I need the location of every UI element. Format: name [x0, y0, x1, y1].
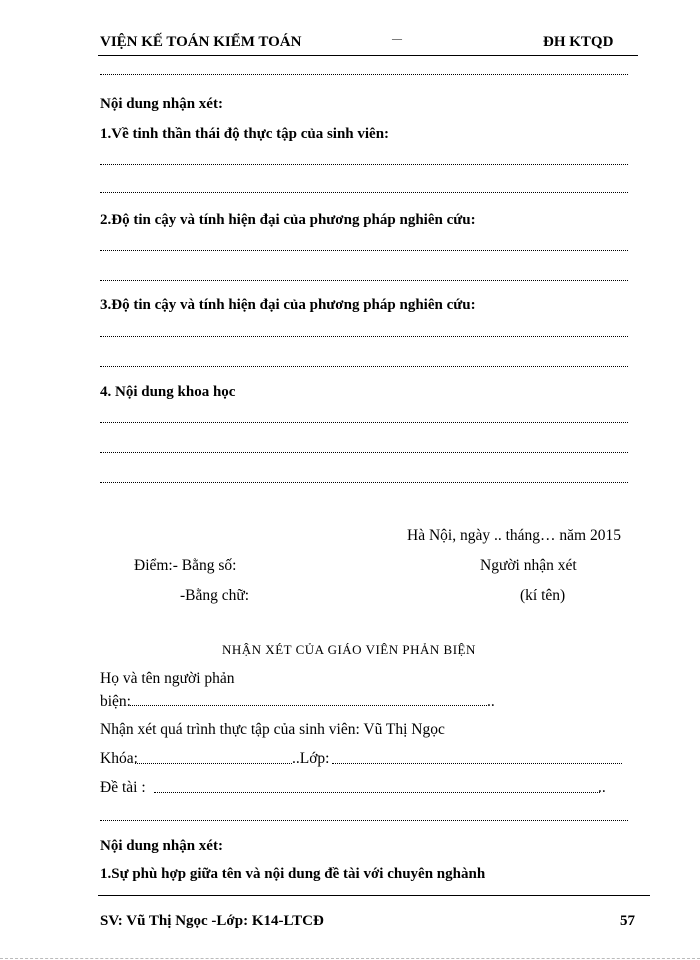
signature-hint: (kí tên)	[520, 587, 566, 604]
page-bottom-edge	[0, 958, 700, 959]
detai-field-dots	[154, 792, 600, 793]
dotted-line	[100, 452, 628, 453]
dotted-line	[100, 820, 628, 821]
dotted-line	[100, 74, 628, 75]
internship-comment-label: Nhận xét quá trình thực tập của sinh viên: Vũ Thị Ngọc	[100, 721, 445, 738]
section-2-title: 2.Độ tin cậy và tính hiện đại của phương pháp nghiên cứu:	[100, 212, 476, 228]
name-label: Họ và tên người phản	[100, 670, 235, 687]
khoa-label: Khóa:	[100, 750, 138, 767]
lop-field-dots	[332, 763, 622, 764]
dotted-line	[100, 336, 628, 337]
part2-heading: Nội dung nhận xét:	[100, 838, 223, 854]
name-field-dots	[130, 705, 487, 706]
footer-student: SV: Vũ Thị Ngọc -Lớp: K14-LTCĐ	[100, 913, 324, 929]
score-number-label: Điểm:- Bằng số:	[134, 557, 237, 574]
dotted-line	[100, 482, 628, 483]
lop-label: ..Lớp:	[292, 750, 330, 767]
dotted-line	[100, 366, 628, 367]
header-rule	[98, 55, 638, 56]
footer-rule	[98, 895, 650, 896]
reviewer-label: Người nhận xét	[480, 557, 577, 574]
header-university: ĐH KTQD	[543, 34, 614, 50]
detai-label: Đề tài :	[100, 779, 146, 796]
section-heading: Nội dung nhận xét:	[100, 96, 223, 112]
name-label-cont: biện:	[100, 693, 131, 710]
dotted-line	[100, 422, 628, 423]
section-1-title: 1.Về tinh thần thái độ thực tập của sinh viên:	[100, 126, 390, 142]
section-3-title: 3.Độ tin cậy và tính hiện đại của phương pháp nghiên cứu:	[100, 297, 476, 313]
date-line: Hà Nội, ngày .. tháng… năm 2015	[407, 527, 621, 544]
page-number: 57	[620, 913, 635, 929]
khoa-field-dots	[135, 763, 292, 764]
detai-field-tail: ..	[598, 779, 606, 796]
dotted-line	[100, 164, 628, 165]
score-words-label: -Bằng chữ:	[180, 587, 250, 604]
header-institute: VIỆN KẾ TOÁN KIỂM TOÁN	[100, 34, 302, 50]
section-4-title: 4. Nội dung khoa học	[100, 384, 236, 400]
part2-title: NHẬN XÉT CỦA GIÁO VIÊN PHẢN BIỆN	[222, 642, 476, 657]
name-field-tail: ..	[487, 693, 495, 710]
dotted-line	[100, 280, 628, 281]
part2-section-1-title: 1.Sự phù hợp giữa tên và nội dung đề tài với chuyên nghành	[100, 866, 486, 882]
dotted-line	[100, 192, 628, 193]
dotted-line	[100, 250, 628, 251]
header-separator: —	[392, 34, 402, 45]
